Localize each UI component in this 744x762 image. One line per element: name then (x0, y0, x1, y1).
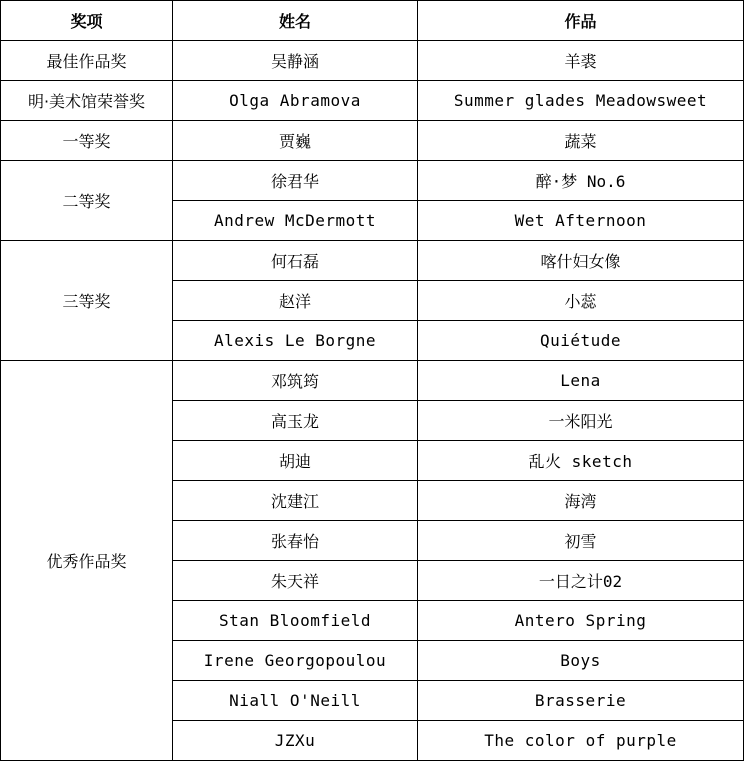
work-cell: 乱火 sketch (418, 441, 744, 481)
award-cell: 优秀作品奖 (1, 361, 173, 761)
name-cell: 邓筑筠 (173, 361, 418, 401)
name-cell: 何石磊 (173, 241, 418, 281)
table-row (1, 161, 744, 201)
work-cell: Lena (418, 361, 744, 401)
name-cell: 贾巍 (173, 121, 418, 161)
award-cell: 一等奖 (1, 121, 173, 161)
award-cell: 二等奖 (1, 161, 173, 241)
table-row (1, 241, 744, 281)
name-cell: Niall O'Neill (173, 681, 418, 721)
work-cell: 蔬菜 (418, 121, 744, 161)
work-cell: Antero Spring (418, 601, 744, 641)
work-cell: Wet Afternoon (418, 201, 744, 241)
work-cell: The color of purple (418, 721, 744, 761)
table-row (1, 121, 744, 161)
name-cell: Andrew McDermott (173, 201, 418, 241)
header-name: 姓名 (173, 1, 418, 41)
work-cell: 海湾 (418, 481, 744, 521)
name-cell: Stan Bloomfield (173, 601, 418, 641)
name-cell: 沈建江 (173, 481, 418, 521)
table-row (1, 41, 744, 81)
award-cell: 明·美术馆荣誉奖 (1, 81, 173, 121)
table-row (1, 361, 744, 401)
work-cell: 醉·梦 No.6 (418, 161, 744, 201)
name-cell: Irene Georgopoulou (173, 641, 418, 681)
work-cell: Brasserie (418, 681, 744, 721)
work-cell: Boys (418, 641, 744, 681)
work-cell: 一日之计02 (418, 561, 744, 601)
name-cell: Olga Abramova (173, 81, 418, 121)
name-cell: 高玉龙 (173, 401, 418, 441)
work-cell: 一米阳光 (418, 401, 744, 441)
name-cell: 吴静涵 (173, 41, 418, 81)
name-cell: 朱天祥 (173, 561, 418, 601)
work-cell: Summer glades Meadowsweet (418, 81, 744, 121)
header-award: 奖项 (1, 1, 173, 41)
award-cell: 三等奖 (1, 241, 173, 361)
work-cell: 初雪 (418, 521, 744, 561)
header-work: 作品 (418, 1, 744, 41)
name-cell: 胡迪 (173, 441, 418, 481)
name-cell: Alexis Le Borgne (173, 321, 418, 361)
work-cell: 小蕊 (418, 281, 744, 321)
name-cell: 徐君华 (173, 161, 418, 201)
table-row (1, 81, 744, 121)
work-cell: 羊裘 (418, 41, 744, 81)
work-cell: 喀什妇女像 (418, 241, 744, 281)
header-row (1, 1, 744, 41)
name-cell: 赵洋 (173, 281, 418, 321)
name-cell: 张春怡 (173, 521, 418, 561)
work-cell: Quiétude (418, 321, 744, 361)
name-cell: JZXu (173, 721, 418, 761)
award-cell: 最佳作品奖 (1, 41, 173, 81)
